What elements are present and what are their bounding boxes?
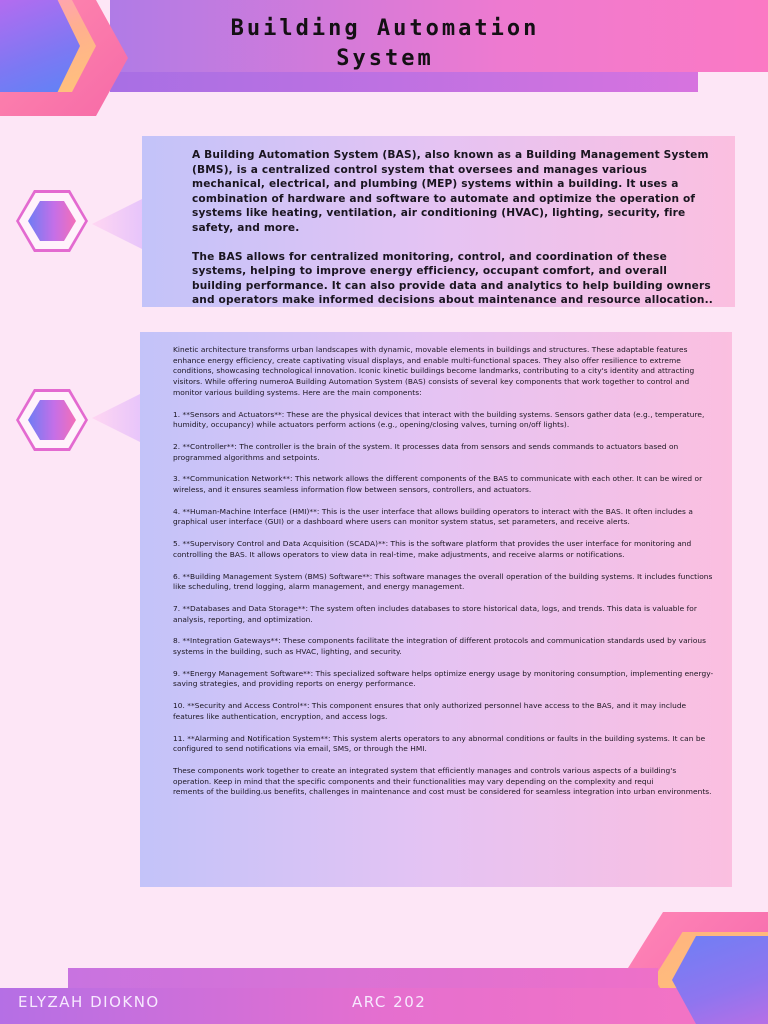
component-item-2: 2. **Controller**: The controller is the brain of the system. It processes data from sensors and sends commands to actuators based on programmed algorithms and setpoints.: [173, 441, 679, 462]
components-closing: [173, 766, 714, 798]
pointer-triangle-2: [92, 392, 144, 444]
component-item-11: 11. **Alarming and Notification System**: This system alerts operators to any abnormal conditions or faults in the building systems. It can be configured to send notifications via email, SMS, or through the HMI.: [173, 733, 706, 754]
author-name: ELYZAH DIOKNO: [18, 993, 160, 1011]
component-item-5: 5. **Supervisory Control and Data Acquisition (SCADA)**: This is the software platform that provides the user interface for monitoring and controlling the BAS. It allows operators to view data in real-time, make adjustments, and receive alarms or notifications.: [173, 539, 692, 559]
components-intro: Kinetic architecture transforms urban landscapes with dynamic, movable elements in buildings and structures. These adaptable features enhance energy efficiency, create captivating visual displays, and enable multi-functional spaces. They also offer resilience to extreme conditions, showcasing technological innovation. Iconic kinetic buildings become landmarks, contributing to a city's identity and attracting visitors. While offering numeroA Building Automation System (BAS) consists of several key components that work together to control and monitor various building systems. Here are the main components:: [173, 345, 695, 397]
component-item-8: 8. **Integration Gateways**: These components facilitate the integration of different protocols and communication standards used by various systems in the building, such as HVAC, lighting, and security.: [173, 636, 707, 657]
component-item-3: 3. **Communication Network**: This network allows the different components of the BAS to communicate with each other. It can be wired or wireless, and it ensures seamless information flow between sensors, controllers, and actuators.: [173, 474, 703, 495]
component-item-1: 1. **Sensors and Actuators**: These are the physical devices that interact with the building systems. Sensors gather data (e.g., temperature, humidity, occupancy) while actuators perform actions (e.g., opening/closing valves, turning on/off lights).: [173, 409, 705, 430]
pointer-triangle-1: [92, 198, 144, 250]
intro-box: [142, 136, 735, 307]
course-code: ARC 202: [352, 993, 427, 1011]
component-item-6: 6. **Building Management System (BMS) Software**: This software manages the overall operation of the building systems. It includes functions like scheduling, trend logging, alarm management, and energy management.: [173, 571, 713, 592]
page-title: [200, 14, 570, 74]
components-box: [140, 332, 732, 887]
component-item-10: 10. **Security and Access Control**: This component ensures that only authorized personnel have access to the BAS, and it may include features like authentication, encryption, and access logs.: [173, 701, 687, 721]
hexagon-marker-1: [16, 190, 88, 252]
header-band-accent: [110, 72, 698, 92]
closing-tail: rements of the building.us benefits, challenges in maintenance and cost must be considered for seamless integration into urban environments.: [173, 787, 712, 797]
title-line-2: System: [336, 46, 434, 71]
intro-paragraph-1: A Building Automation System (BAS), also known as a Building Management System (BMS), is a centralized control system that oversees and manages various mechanical, electrical, and plumbing (MEP) systems within a building. It uses a combination of hardware and software to automate and optimize the operation of systems like heating, ventilation, air conditioning (HVAC), lighting, security, fire safety, and more.: [192, 149, 709, 234]
component-item-7: 7. **Databases and Data Storage**: The system often includes databases to store historical data, logs, and trends. This data is valuable for analysis, reporting, and optimization.: [173, 603, 697, 624]
component-item-9: 9. **Energy Management Software**: This specialized software helps optimize energy usage by monitoring consumption, implementing energy-saving strategies, and providing reports on energy performance.: [173, 668, 714, 689]
closing-text: These components work together to create an integrated system that efficiently manages and controls various aspects of a building's operation. Keep in mind that the specific components and their functionalities may vary depending on the complexity and requi: [173, 765, 677, 786]
intro-paragraph-2: The BAS allows for centralized monitoring, control, and coordination of these systems, helping to improve energy efficiency, occupant comfort, and overall building performance. It can also provide data and analytics to help building owners and operators make informed decisions about maintenance and resource allocation..: [192, 250, 713, 307]
hexagon-marker-2: [16, 389, 88, 451]
footer-accent-band: [68, 968, 658, 988]
component-item-4: 4. **Human-Machine Interface (HMI)**: This is the user interface that allows building operators to interact with the BAS. It often includes a graphical user interface (GUI) or a dashboard where users can monitor system status, set parameters, and receive alerts.: [173, 506, 693, 527]
title-line-1: Building Automation: [230, 16, 540, 41]
